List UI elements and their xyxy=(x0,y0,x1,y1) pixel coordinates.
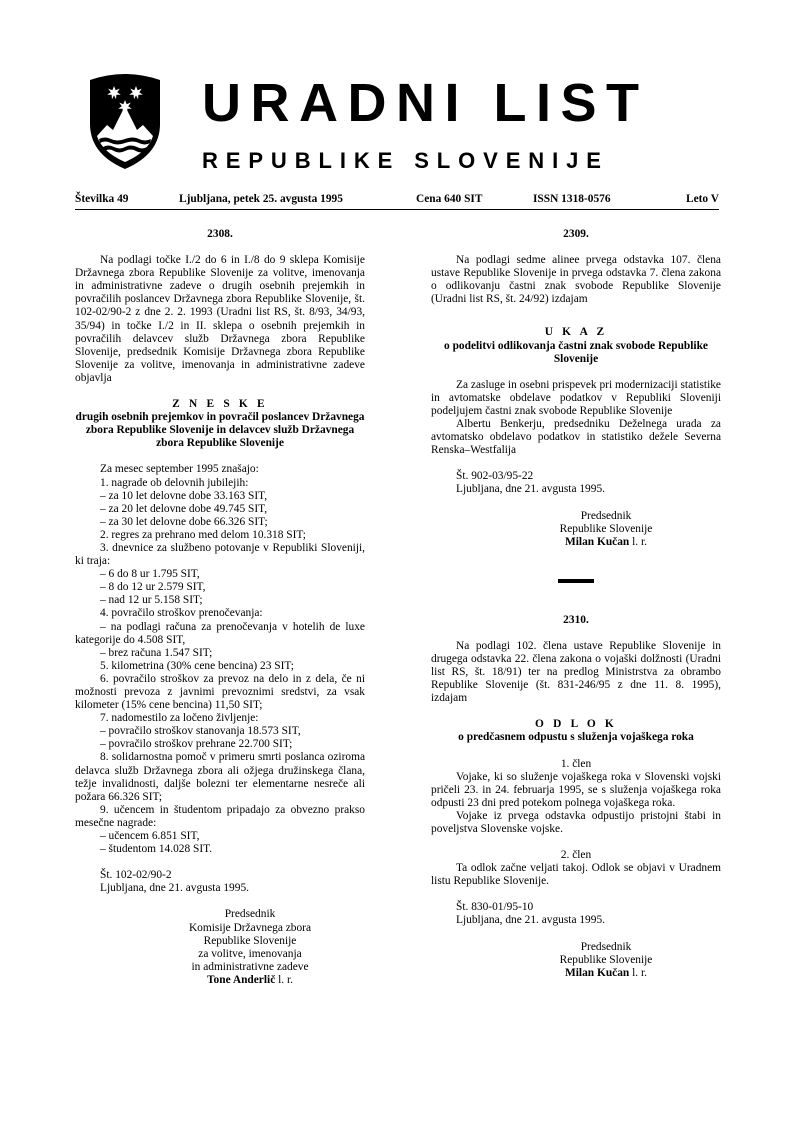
amount-item: – za 20 let delovne dobe 49.745 SIT, xyxy=(100,502,268,515)
signature-line: Predsednik xyxy=(224,908,276,921)
amount-item: 4. povračilo stroškov prenočevanja: xyxy=(100,607,263,620)
amount-item: – 8 do 12 ur 2.579 SIT, xyxy=(100,581,206,594)
signature-block xyxy=(431,941,721,980)
amount-item: Za mesec september 1995 znašajo: xyxy=(100,463,259,476)
article-paragraph: Vojake, ki so služenje vojaškega roka v Slovenski vojski pričeli 23. in 24. februarja 1995, se s služenja vojaškega roka odpusti 23 dni pred potekom polnega vojaškega roka. xyxy=(431,770,721,809)
reference-date: Ljubljana, dne 21. avgusta 1995. xyxy=(100,882,249,895)
signature-suffix: l. r. xyxy=(629,535,647,548)
signature-block xyxy=(75,908,365,987)
signature-block xyxy=(431,510,721,549)
amount-item: – brez računa 1.547 SIT; xyxy=(100,646,213,659)
amount-item: 3. dnevnice za službeno potovanje v Republiki Sloveniji, ki traja: xyxy=(75,541,365,568)
act-heading: Z N E S K E xyxy=(172,398,268,411)
amount-item: 1. nagrade ob delovnih jubilejih: xyxy=(100,476,249,489)
signature-name-line xyxy=(491,967,721,980)
amount-item: – učencem 6.851 SIT, xyxy=(100,830,200,843)
signature-line: Republike Slovenije xyxy=(559,522,653,535)
act-subheading: o predčasnem odpustu s služenja vojaškega roka xyxy=(458,731,694,744)
act-number: 2310. xyxy=(563,613,589,626)
issue-number: Številka 49 xyxy=(75,193,129,205)
amount-item: 8. solidarnostna pomoč v primeru smrti poslanca oziroma delavca služb Državnega zbora ali ožjega družinskega člana, težje invalidnosti, daljše bolezni ter elementarne nesreče ali požara 66.326 SIT; xyxy=(75,751,365,803)
amount-item: – povračilo stroškov prehrane 22.700 SIT; xyxy=(100,738,293,751)
article-paragraph: Ta odlok začne veljati takoj. Odlok se objavi v Uradnem listu Republike Slovenije. xyxy=(431,862,721,888)
act-number: 2308. xyxy=(207,228,233,240)
act-heading: U K A Z xyxy=(544,326,608,339)
signature-name-line xyxy=(135,974,365,987)
right-column xyxy=(431,228,721,980)
article-paragraph: Vojake iz prvega odstavka odpustijo pristojni štabi in poveljstva Slovenske vojske. xyxy=(431,809,721,835)
publication-title: URADNI LIST xyxy=(202,73,649,133)
issue-price: Cena 640 SIT xyxy=(416,193,483,205)
masthead xyxy=(88,72,720,182)
amount-item: – nad 12 ur 5.158 SIT; xyxy=(100,594,203,607)
act-preamble: Na podlagi 102. člena ustave Republike Slovenije in drugega odstavka 22. člena zakona o vojaški dolžnosti (Uradni list RS, št. 18/91) ter na predlog Ministrstva za obrambo Republike Slovenije (št. 831-246/95 z dne 11. 8. 1995), izdajam xyxy=(431,639,721,705)
article-title: 2. člen xyxy=(560,849,592,862)
act-paragraph: Albertu Benkerju, predsedniku Deželnega urada za avtomatsko obdelavo podatkov in statistiko dežele Severna Renska–Westfalija xyxy=(431,418,721,457)
amount-item: 6. povračilo stroškov za prevoz na delo in z dela, če ni možnosti prevoza z javnimi prevoznimi sredstvi, za vsak kilometer (15% cene bencina) 11,50 SIT; xyxy=(75,672,365,712)
issue-place-date: Ljubljana, petek 25. avgusta 1995 xyxy=(179,193,343,205)
amount-item: 7. nadomestilo za ločeno življenje: xyxy=(100,712,259,725)
signature-suffix: l. r. xyxy=(629,966,647,979)
act-paragraph: Za zasluge in osebni prispevek pri modernizaciji statistike in avtomatske obdelave podatkov v Republiki Sloveniji podeljujem častni znak svobode Republike Slovenije xyxy=(431,378,721,417)
signature-line: za volitve, imenovanja xyxy=(198,947,302,960)
left-column xyxy=(75,228,365,987)
act-heading: O D L O K xyxy=(535,718,617,731)
signature-line: Republike Slovenije xyxy=(559,953,653,966)
issue-year: Leto V xyxy=(685,193,719,205)
act-subheading: drugih osebnih prejemkov in povračil poslancev Državnega zbora Republike Slovenije in delavcev služb Državnega zbora Republike Slovenije xyxy=(75,411,365,450)
article-title: 1. člen xyxy=(560,757,592,770)
amount-item: 5. kilometrina (30% cene bencina) 23 SIT; xyxy=(100,659,294,672)
amount-item: – 6 do 8 ur 1.795 SIT, xyxy=(100,568,200,581)
reference-number: Št. 902-03/95-22 xyxy=(456,470,534,483)
act-subheading: o podelitvi odlikovanja častni znak svobode Republike Slovenije xyxy=(444,339,708,365)
signature-line: in administrativne zadeve xyxy=(191,960,309,973)
signature-suffix: l. r. xyxy=(275,973,293,986)
amount-item: – študentom 14.028 SIT. xyxy=(100,843,213,856)
issue-info-bar xyxy=(75,193,719,210)
signatory-name: Milan Kučan xyxy=(565,535,630,548)
publication-subtitle: REPUBLIKE SLOVENIJE xyxy=(202,148,609,173)
signature-name-line xyxy=(491,536,721,549)
act-preamble: Na podlagi točke I./2 do 6 in I./8 do 9 sklepa Komisije Državnega zbora Republike Slovenije za volitve, imenovanja in administrativne zadeve o drugih osebnih prejemkih in povračilih poslancev Državnega zbora Republike Slovenije, št. 102-02/90-2 z dne 2. 2. 1993 (Uradni list RS, št. 8/93, 34/93, 35/94) in točke I./2 in II. sklepa o osebnih prejemkih in povračilih delavcev služb Državnega zbora Republike Slovenije, predsednik Komisije Državnega zbora Republike Slovenije za volitve, imenovanja in administrativne zadeve objavlja xyxy=(75,254,365,384)
signature-line: Komisije Državnega zbora xyxy=(188,921,312,934)
amount-item: – na podlagi računa za prenočevanja v hotelih de luxe kategorije do 4.508 SIT, xyxy=(75,620,365,646)
signatory-name: Milan Kučan xyxy=(565,966,630,979)
amount-item: – za 30 let delovne dobe 66.326 SIT; xyxy=(100,515,268,528)
reference-number: Št. 102-02/90-2 xyxy=(100,869,172,882)
act-number: 2309. xyxy=(563,228,589,240)
signatory-name: Tone Anderlič xyxy=(207,973,276,986)
amount-item: 2. regres za prehrano med delom 10.318 SIT; xyxy=(100,528,306,541)
reference-number: Št. 830-01/95-10 xyxy=(456,901,534,914)
amounts-list xyxy=(75,463,365,856)
issue-issn: ISSN 1318-0576 xyxy=(533,193,611,205)
signature-line: Predsednik xyxy=(580,940,632,953)
signature-line: Predsednik xyxy=(580,509,632,522)
signature-line: Republike Slovenije xyxy=(203,934,297,947)
amount-item: – za 10 let delovne dobe 33.163 SIT, xyxy=(100,489,268,502)
amount-item: – povračilo stroškov stanovanja 18.573 SIT, xyxy=(100,725,301,738)
act-preamble: Na podlagi sedme alinee prvega odstavka 107. člena ustave Republike Slovenije in prvega odstavka 7. člena zakona o odlikovanju častni znak svobode Republike Slovenije (Uradni list RS, št. 24/92) izdajam xyxy=(431,254,721,306)
amount-item: 9. učencem in študentom pripadajo za obvezno prakso mesečne nagrade: xyxy=(75,803,365,829)
reference-date: Ljubljana, dne 21. avgusta 1995. xyxy=(456,914,605,927)
reference-date: Ljubljana, dne 21. avgusta 1995. xyxy=(456,483,605,496)
coat-of-arms-icon xyxy=(88,72,162,170)
